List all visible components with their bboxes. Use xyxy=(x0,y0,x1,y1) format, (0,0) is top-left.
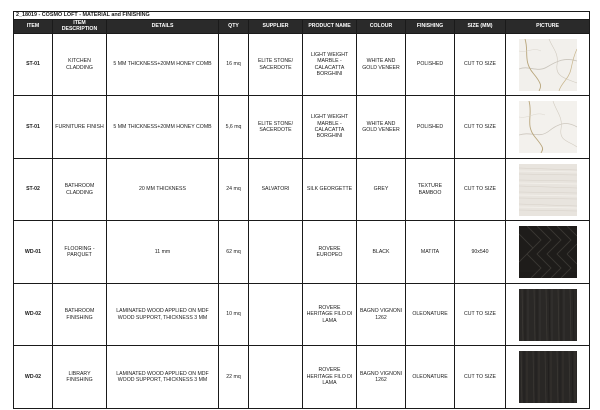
item-supplier xyxy=(249,346,303,409)
item-description: FURNITURE FINISH xyxy=(53,96,107,159)
header-colour: COLOUR xyxy=(357,20,406,34)
item-code: WD-01 xyxy=(14,221,53,284)
item-finishing: POLISHED xyxy=(406,96,455,159)
item-size: 90x540 xyxy=(455,221,506,284)
item-size: CUT TO SIZE xyxy=(455,158,506,221)
item-product: LIGHT WEIGHT MARBLE - CALACATTA BORGHINI xyxy=(303,96,357,159)
item-description: BATHROOM CLADDING xyxy=(53,158,107,221)
item-code: ST-02 xyxy=(14,158,53,221)
silk-georgette-swatch xyxy=(519,164,577,216)
item-qty: 10 mq xyxy=(219,283,249,346)
header-description: ITEM DESCRIPTION xyxy=(53,20,107,34)
item-details: 5 MM THICKNESS+20MM HONEY COMB xyxy=(107,33,219,96)
item-colour: BLACK xyxy=(357,221,406,284)
header-row xyxy=(14,20,590,34)
header-item: ITEM xyxy=(14,20,53,34)
item-finishing: MATITA xyxy=(406,221,455,284)
item-description: FLOORING - PARQUET xyxy=(53,221,107,284)
item-product: ROVERE HERITAGE FILO DI LAMA xyxy=(303,283,357,346)
dark-wood-swatch xyxy=(519,289,577,341)
calacatta-marble-swatch xyxy=(519,101,577,153)
table-row xyxy=(14,283,590,346)
item-picture xyxy=(506,158,590,221)
item-description: KITCHEN CLADDING xyxy=(53,33,107,96)
item-colour: WHITE AND GOLD VENEER xyxy=(357,96,406,159)
item-picture xyxy=(506,346,590,409)
sheet-title-row xyxy=(14,12,590,20)
header-supplier: SUPPLIER xyxy=(249,20,303,34)
item-supplier: SALVATORI xyxy=(249,158,303,221)
materials-table xyxy=(13,11,590,409)
table-row xyxy=(14,33,590,96)
table-row xyxy=(14,346,590,409)
item-picture xyxy=(506,283,590,346)
item-colour: BAGNO VIGNONI 1262 xyxy=(357,346,406,409)
item-product: SILK GEORGETTE xyxy=(303,158,357,221)
item-finishing: POLISHED xyxy=(406,33,455,96)
item-qty: 24 mq xyxy=(219,158,249,221)
item-details: 20 MM THICKNESS xyxy=(107,158,219,221)
item-size: CUT TO SIZE xyxy=(455,96,506,159)
item-picture xyxy=(506,221,590,284)
table-row xyxy=(14,96,590,159)
header-picture: PICTURE xyxy=(506,20,590,34)
table-row xyxy=(14,221,590,284)
item-size: CUT TO SIZE xyxy=(455,283,506,346)
item-size: CUT TO SIZE xyxy=(455,346,506,409)
item-finishing: OLEONATURE xyxy=(406,346,455,409)
item-details: LAMINATED WOOD APPLIED ON MDF WOOD SUPPORT, THICKNESS 3 MM xyxy=(107,283,219,346)
item-qty: 62 mq xyxy=(219,221,249,284)
header-details: DETAILS xyxy=(107,20,219,34)
item-description: LIBRARY FINISHING xyxy=(53,346,107,409)
header-product: PRODUCT NAME xyxy=(303,20,357,34)
item-details: 5 MM THICKNESS+20MM HONEY COMB xyxy=(107,96,219,159)
item-code: ST-01 xyxy=(14,33,53,96)
item-qty: 22 mq xyxy=(219,346,249,409)
item-supplier: ELITE STONE/ SACERDOTE xyxy=(249,96,303,159)
calacatta-marble-swatch xyxy=(519,39,577,91)
header-size: SIZE (MM) xyxy=(455,20,506,34)
item-code: WD-02 xyxy=(14,346,53,409)
item-supplier: ELITE STONE/ SACERDOTE xyxy=(249,33,303,96)
item-colour: WHITE AND GOLD VENEER xyxy=(357,33,406,96)
item-qty: 5,6 mq xyxy=(219,96,249,159)
header-finishing: FINISHING xyxy=(406,20,455,34)
item-supplier xyxy=(249,283,303,346)
item-details: LAMINATED WOOD APPLIED ON MDF WOOD SUPPORT, THICKNESS 3 MM xyxy=(107,346,219,409)
table-row xyxy=(14,158,590,221)
item-qty: 16 mq xyxy=(219,33,249,96)
header-qty: QTY xyxy=(219,20,249,34)
sheet-title: 2_18019 - COSMO LOFT - MATERIAL and FINISHING xyxy=(14,12,590,20)
item-finishing: TEXTURE BAMBOO xyxy=(406,158,455,221)
herringbone-parquet-swatch xyxy=(519,226,577,278)
item-code: ST-01 xyxy=(14,96,53,159)
item-finishing: OLEONATURE xyxy=(406,283,455,346)
item-details: 11 mm xyxy=(107,221,219,284)
item-code: WD-02 xyxy=(14,283,53,346)
item-picture xyxy=(506,33,590,96)
item-supplier xyxy=(249,221,303,284)
item-product: ROVERE EUROPEO xyxy=(303,221,357,284)
item-description: BATHROOM FINISHING xyxy=(53,283,107,346)
item-picture xyxy=(506,96,590,159)
dark-wood-swatch xyxy=(519,351,577,403)
item-colour: GREY xyxy=(357,158,406,221)
item-product: LIGHT WEIGHT MARBLE - CALACATTA BORGHINI xyxy=(303,33,357,96)
item-product: ROVERE HERITAGE FILO DI LAMA xyxy=(303,346,357,409)
item-colour: BAGNO VIGNONI 1262 xyxy=(357,283,406,346)
material-finishing-sheet xyxy=(13,11,589,409)
item-size: CUT TO SIZE xyxy=(455,33,506,96)
